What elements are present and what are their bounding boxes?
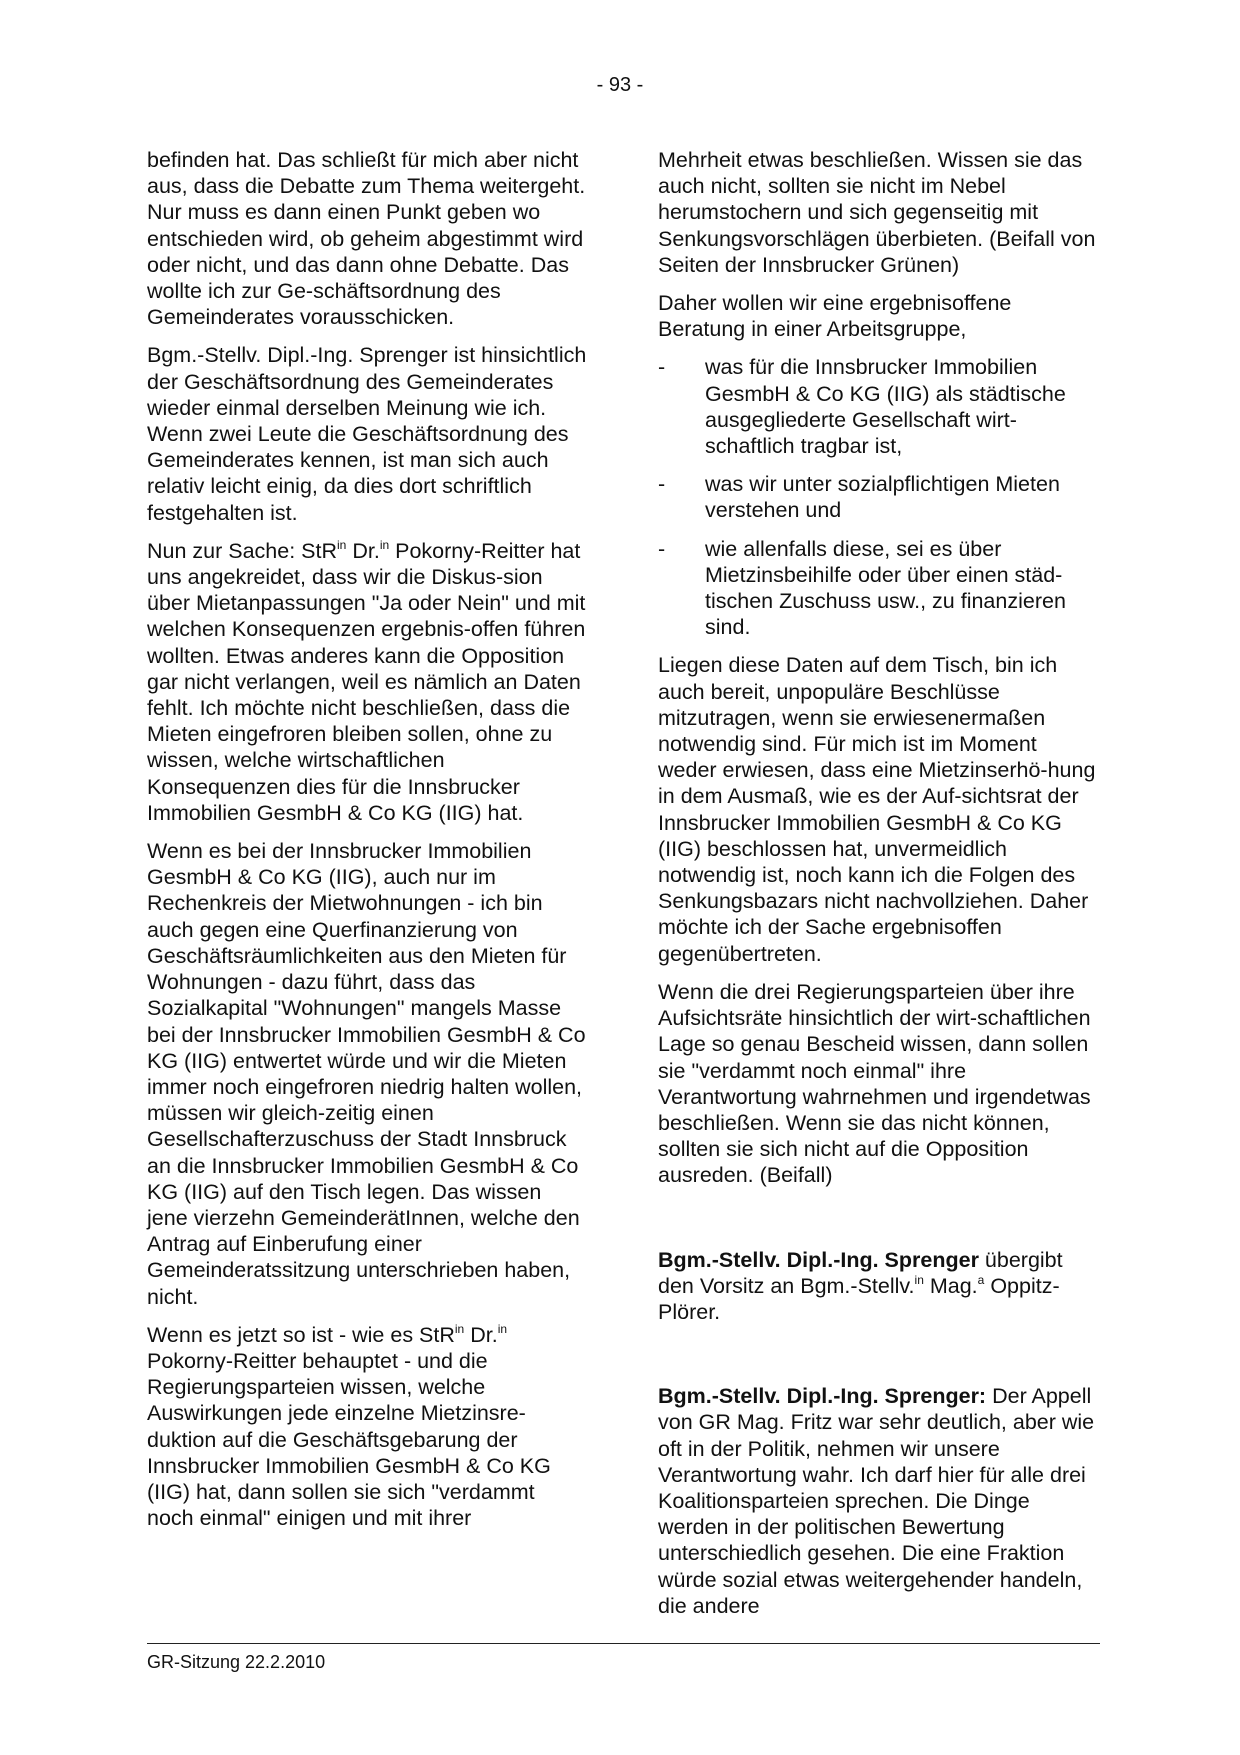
speaker-name: Bgm.-Stellv. Dipl.-Ing. Sprenger (658, 1247, 979, 1272)
list-item-text: was für die Innsbrucker Immobilien GesmbH & Co KG (IIG) als städtische ausgegliederte Gesellschaft wirt-schaftlich tragbar ist, (705, 355, 1066, 459)
dash-marker: - (658, 355, 666, 380)
paragraph: Wenn es jetzt so ist - wie es StR$^{in}$ Dr.$^{in}$ Pokorny-Reitter behauptet - und die Regierungsparteien wissen, welche Auswirkungen jede einzelne Mietzinsre-duktion auf die Geschäftsgebarung der Innsbrucker Immobilien GesmbH & Co KG (IIG) hat, dann sollen sie sich "verdammt noch einmal" einigen und mit ihrer (147, 1321, 551, 1531)
dash-marker: - (658, 472, 666, 497)
list-item (658, 354, 1100, 459)
spacer (658, 1337, 1100, 1383)
paragraph: Wenn es bei der Innsbrucker Immobilien GesmbH & Co KG (IIG), auch nur im Rechenkreis der Mietwohnungen - ich bin auch gegen eine Querfinanzierung von Geschäftsräumlichkeiten aus den Mieten für Wohnungen - dazu führt, dass das Sozialkapital "Wohnungen" mangels Masse bei der Innsbrucker Immobilien GesmbH & Co KG (IIG) entwertet würde und wir die Mieten immer noch eingefroren niedrig halten wollen, müssen wir gleich-zeitig einen Gesellschafterzuschuss der Stadt Innsbruck an die Innsbrucker Immobilien GesmbH & Co KG (IIG) auf den Tisch legen. Das wissen jene vierzehn GemeinderätInnen, welche den Antrag auf Einberufung einer Gemeinderatssitzung unterschrieben haben, nicht. (147, 839, 586, 1309)
speaker-paragraph: Bgm.-Stellv. Dipl.-Ing. Sprenger: Der Appell von GR Mag. Fritz war sehr deutlich, aber wie oft in der Politik, nehmen wir unsere Verantwortung wahr. Ich darf hier für alle drei Koalitionsparteien sprechen. Die Dinge werden in der politischen Bewertung unterschiedlich gesehen. Die eine Fraktion würde sozial etwas weitergehender handeln, die andere (658, 1384, 1095, 1618)
paragraph: befinden hat. Das schließt für mich aber nicht aus, dass die Debatte zum Thema weitergeht. Nur muss es dann einen Punkt geben wo entschieden wird, ob geheim abgestimmt wird oder nicht, und das dann ohne Debatte. Das wollte ich zur Ge-schäftsordnung des Gemeinderates vorausschicken. (147, 148, 586, 330)
paragraph: Mehrheit etwas beschließen. Wissen sie das auch nicht, sollten sie nicht im Nebel herumstochern und sich gegenseitig mit Senkungsvorschlägen überbieten. (Beifall von Seiten der Innsbrucker Grünen) (658, 148, 1096, 277)
paragraph: Daher wollen wir eine ergebnisoffene Beratung in einer Arbeitsgruppe, (658, 291, 1012, 342)
list-item-text: was wir unter sozialpflichtigen Mieten verstehen und (705, 472, 1060, 523)
paragraph: Nun zur Sache: StR$^{in}$ Dr.$^{in}$ Pokorny-Reitter hat uns angekreidet, dass wir die Diskus-sion über Mietanpassungen "Ja oder Nein" und mit welchen Konsequenzen ergebnis-offen führen wollten. Etwas anderes kann die Opposition gar nicht verlangen, weil es nämlich an Daten fehlt. Ich möchte nicht beschließen, dass die Mieten eingefroren bleiben sollen, ohne zu wissen, welche wirtschaftlichen Konsequenzen dies für die Innsbrucker Immobilien GesmbH & Co KG (IIG) hat. (147, 537, 586, 825)
right-column (658, 147, 1100, 1631)
dash-marker: - (658, 536, 666, 561)
speaker-name: Bgm.-Stellv. Dipl.-Ing. Sprenger: (658, 1384, 987, 1409)
list-item-text: wie allenfalls diese, sei es über Mietzinsbeihilfe oder über einen städ-tischen Zuschuss usw., zu finanzieren sind. (705, 536, 1066, 640)
paragraph: Wenn die drei Regierungsparteien über ihre Aufsichtsräte hinsichtlich der wirt-schaftlichen Lage so genau Bescheid wissen, dann sollen sie "verdammt noch einmal" ihre Verantwortung wahrnehmen und irgendetwas beschließen. Wenn sie das nicht können, sollten sie sich nicht auf die Opposition ausreden. (Beifall) (658, 979, 1091, 1188)
paragraph: Bgm.-Stellv. Dipl.-Ing. Sprenger ist hinsichtlich der Geschäftsordnung des Gemeinderates wieder einmal derselben Meinung wie ich. Wenn zwei Leute die Geschäftsordnung des Gemeinderates kennen, ist man sich auch relativ leicht einig, da dies dort schriftlich festgehalten ist. (147, 343, 587, 525)
paragraph: Liegen diese Daten auf dem Tisch, bin ich auch bereit, unpopuläre Beschlüsse mitzutragen, wenn sie erwiesenermaßen notwendig sind. Für mich ist im Moment weder erwiesen, dass eine Mietzinserhö-hung in dem Ausmaß, wie es der Auf-sichtsrat der Innsbrucker Immobilien GesmbH & Co KG (IIG) beschlossen hat, unvermeidlich notwendig ist, noch kann ich die Folgen des Senkungsbazars nicht nachvollziehen. Daher möchte ich der Sache ergebnisoffen gegenübertreten. (658, 653, 1096, 966)
spacer (658, 1201, 1100, 1247)
footer-divider (147, 1643, 1100, 1644)
footer-text: GR-Sitzung 22.2.2010 (147, 1652, 326, 1672)
left-column (147, 147, 587, 1543)
speaker-paragraph: Bgm.-Stellv. Dipl.-Ing. Sprenger übergibt den Vorsitz an Bgm.-Stellv.$^{in}$ Mag.$^a$ Oppitz-Plörer. (658, 1247, 1063, 1324)
list-item (658, 536, 1100, 641)
list-item (658, 471, 1100, 523)
page-number: - 93 - (596, 74, 644, 96)
